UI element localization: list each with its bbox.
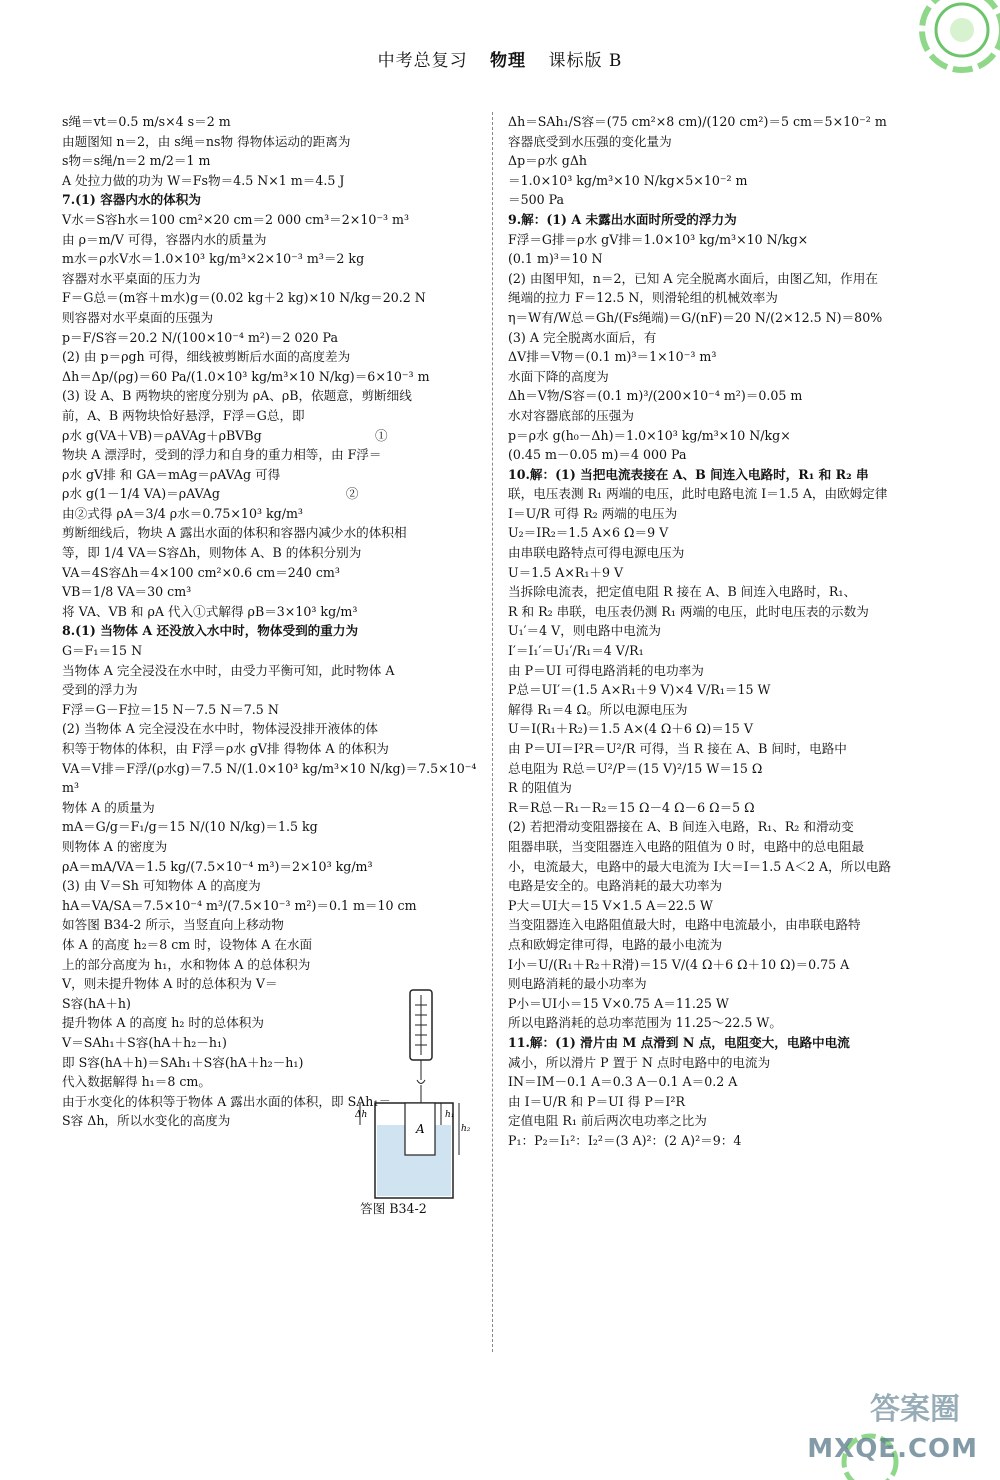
text-line: P小＝UI小＝15 V×0.75 A＝11.25 W	[508, 995, 729, 1011]
text-line: P总＝UI′＝(1.5 A×R₁＋9 V)×4 V/R₁＝15 W	[508, 682, 771, 698]
text-line: 由 I＝U/R 和 P＝UI 得 P＝I²R	[508, 1093, 685, 1109]
text-line: I＝U/R 可得 R₂ 两端的电压为	[508, 505, 678, 521]
text-line: 则容器对水平桌面的压强为	[62, 309, 214, 325]
figure-caption: 答图 B34-2	[360, 1201, 427, 1216]
series-title: 中考总复习	[377, 51, 468, 71]
text-line: 11.解：(1) 滑片由 M 点滑到 N 点，电阻变大，电路中电流	[508, 1034, 850, 1050]
text-line: Δh＝SAh₁/S容＝(75 cm²×8 cm)/(120 cm²)＝5 cm＝5×10⁻² m	[508, 114, 887, 129]
text-line: ＝500 Pa	[508, 192, 565, 208]
text-line: IN＝IM－0.1 A＝0.3 A－0.1 A＝0.2 A	[508, 1074, 738, 1090]
text-line: 容器对水平桌面的压力为	[62, 270, 201, 286]
text-line: 由 ρ＝m/V 可得，容器内水的质量为	[62, 231, 267, 247]
text-line: 解得 R₁＝4 Ω。所以电源电压为	[508, 701, 688, 717]
text-line: 如答图 B34-2 所示，当竖直向上移动物	[62, 917, 284, 933]
text-line: 容器底受到水压强的变化量为	[508, 133, 672, 149]
text-line: ρA＝mA/VA＝1.5 kg/(7.5×10⁻⁴ m³)＝2×10³ kg/m³	[62, 858, 373, 874]
text-line: 绳端的拉力 F＝12.5 N，则滑轮组的机械效率为	[508, 290, 778, 306]
text-line: 7.(1) 容器内水的体积为	[62, 192, 201, 208]
text-line: 定值电阻 R₁ 前后两次电功率之比为	[508, 1113, 707, 1129]
text-line: S容 Δh，所以水变化的高度为	[62, 1113, 231, 1129]
text-line: s绳＝vt＝0.5 m/s×4 s＝2 m	[62, 114, 231, 129]
text-line: 等，即 1/4 VA＝S容Δh，则物体 A、B 的体积分别为	[62, 545, 362, 561]
text-line: 则电路消耗的最小功率为	[508, 976, 647, 992]
text-line: F＝G总＝(m容＋m水)g＝(0.02 kg＋2 kg)×10 N/kg＝20.2 N	[62, 290, 426, 306]
text-line: m水＝ρ水V水＝1.0×10³ kg/m³×2×10⁻³ m³＝2 kg	[62, 251, 365, 267]
text-line: (3) A 完全脱离水面后，有	[508, 329, 657, 345]
text-line: (2) 由图甲知，n＝2，已知 A 完全脱离水面后，由图乙知，作用在	[508, 270, 878, 286]
text-line: F浮＝G排＝ρ水 gV排＝1.0×10³ kg/m³×10 N/kg×	[508, 231, 809, 247]
text-line: V＝SAh₁＋S容(hA＋h₂－h₁)	[62, 1034, 227, 1050]
text-line: 10.解：(1) 当把电流表接在 A、B 间连入电路时，R₁ 和 R₂ 串	[508, 466, 869, 482]
text-line: Δh＝Δp/(ρg)＝60 Pa/(1.0×10³ kg/m³×10 N/kg)＝6×10⁻³ m	[62, 368, 430, 384]
text-line: VA＝4S容Δh＝4×100 cm²×0.6 cm＝240 cm³	[62, 564, 340, 580]
text-line: 物块 A 漂浮时，受到的浮力和自身的重力相等，由 F浮＝	[62, 447, 382, 463]
text-line: (0.45 m－0.05 m)＝4 000 Pa	[508, 447, 687, 463]
text-line: U＝I(R₁＋R₂)＝1.5 A×(4 Ω＋6 Ω)＝15 V	[508, 721, 753, 737]
text-line: 水面下降的高度为	[508, 368, 609, 384]
text-line: (3) 设 A、B 两物块的密度分别为 ρA、ρB，依题意，剪断细线	[62, 388, 412, 404]
text-line: G＝F₁＝15 N	[62, 643, 143, 659]
text-line: s物＝s绳/n＝2 m/2＝1 m	[62, 153, 211, 169]
text-line: 8.(1) 当物体 A 还没放入水中时，物体受到的重力为	[62, 623, 359, 639]
text-line: 则物体 A 的密度为	[62, 838, 168, 854]
text-line: U＝1.5 A×R₁＋9 V	[508, 564, 624, 580]
text-line: 水对容器底部的压强为	[508, 407, 634, 423]
text-line: 总电阻为 R总＝U²/P＝(15 V)²/15 W＝15 Ω	[508, 760, 763, 776]
text-line: S容(hA＋h)	[62, 995, 131, 1011]
text-line: (3) 由 V＝Sh 可知物体 A 的高度为	[62, 878, 261, 894]
text-line: 9.解：(1) A 未露出水面时所受的浮力为	[508, 211, 737, 227]
column-divider	[492, 112, 493, 1352]
svg-text:h₁: h₁	[445, 1110, 455, 1120]
text-line: 当拆除电流表，把定值电阻 R 接在 A、B 间连入电路时，R₁、	[508, 584, 857, 600]
text-line: I小＝U/(R₁＋R₂＋R滑)＝15 V/(4 Ω＋6 Ω＋10 Ω)＝0.75 A	[508, 956, 850, 972]
svg-text:h₂: h₂	[461, 1124, 471, 1134]
text-line: 将 VA、VB 和 ρA 代入①式解得 ρB＝3×10³ kg/m³	[62, 603, 358, 619]
text-line: 由②式得 ρA＝3/4 ρ水＝0.75×10³ kg/m³	[62, 505, 303, 521]
text-line: 由 P＝UI 可得电路消耗的电功率为	[508, 662, 704, 678]
edition-label: 课标版 B	[548, 51, 623, 71]
left-column	[62, 112, 480, 1131]
text-line: 当变阻器连入电路阻值最大时，电路中电流最小，由串联电路特	[508, 917, 861, 933]
right-column	[508, 112, 928, 1150]
text-line: V水＝S容h水＝100 cm²×20 cm＝2 000 cm³＝2×10⁻³ m³	[62, 211, 410, 227]
text-line: mA＝G/g＝F₁/g＝15 N/(10 N/kg)＝1.5 kg	[62, 819, 318, 835]
text-line: U₂＝IR₂＝1.5 A×6 Ω＝9 V	[508, 525, 669, 541]
text-line: 体 A 的高度 h₂＝8 cm 时，设物体 A 在水面	[62, 936, 313, 952]
text-line: ΔV排＝V物＝(0.1 m)³＝1×10⁻³ m³	[508, 349, 717, 365]
text-line: 上的部分高度为 h₁，水和物体 A 的总体积为	[62, 956, 311, 972]
text-line: VA＝V排＝F浮/(ρ水g)＝7.5 N/(1.0×10³ kg/m³×10 N/kg)＝7.5×10⁻⁴ m³	[62, 760, 481, 796]
text-line: 物体 A 的质量为	[62, 799, 155, 815]
text-line: 提升物体 A 的高度 h₂ 时的总体积为	[62, 1015, 264, 1031]
text-line: R 的阻值为	[508, 780, 572, 796]
text-line: p＝ρ水 g(h₀－Δh)＝1.0×10³ kg/m³×10 N/kg×	[508, 427, 791, 443]
spring-scale-figure	[355, 985, 475, 1225]
subject-title: 物理	[490, 51, 527, 71]
text-line: 由题图知 n＝2，由 s绳＝ns物 得物体运动的距离为	[62, 133, 351, 149]
text-line: V，则未提升物体 A 时的总体积为 V＝	[62, 976, 278, 992]
text-line: 小，电流最大，电路中的最大电流为 I大＝I＝1.5 A＜2 A，所以电路	[508, 858, 892, 874]
text-line: VB＝1/8 VA＝30 cm³	[62, 584, 192, 600]
text-line: 由于水变化的体积等于物体 A 露出水面的体积，即 SAh₁＝	[62, 1093, 392, 1109]
page-header	[0, 46, 1000, 71]
text-line: 受到的浮力为	[62, 682, 138, 698]
text-line: 电路是安全的。电路消耗的最大功率为	[508, 878, 723, 894]
text-line: 由 P＝UI＝I²R＝U²/R 可得，当 R 接在 A、B 间时，电路中	[508, 741, 847, 756]
text-line: F浮＝G－F拉＝15 N－7.5 N＝7.5 N	[62, 701, 279, 717]
text-line: ρ水 g(VA＋VB)＝ρAVAg＋ρBVBg ①	[62, 427, 388, 443]
text-line: P大＝UI大＝15 V×1.5 A＝22.5 W	[508, 897, 713, 913]
text-line: A 处拉力做的功为 W＝Fs物＝4.5 N×1 m＝4.5 J	[62, 172, 345, 188]
text-line: 由串联电路特点可得电源电压为	[508, 545, 685, 561]
text-line: hA＝VA/SA＝7.5×10⁻⁴ m³/(7.5×10⁻³ m²)＝0.1 m＝10 cm	[62, 897, 417, 913]
text-line: (2) 由 p＝ρgh 可得，细线被剪断后水面的高度差为	[62, 349, 351, 365]
text-line: U₁′＝4 V，则电路中电流为	[508, 623, 661, 639]
text-line: ＝1.0×10³ kg/m³×10 N/kg×5×10⁻² m	[508, 172, 748, 188]
text-line: 阻器串联，当变阻器连入电路的阻值为 0 时，电路中的总电阻最	[508, 838, 865, 854]
watermark-logo: 答案圈	[870, 1392, 960, 1427]
text-line: Δh＝V物/S容＝(0.1 m)³/(200×10⁻⁴ m²)＝0.05 m	[508, 388, 803, 404]
text-line: p＝F/S容＝20.2 N/(100×10⁻⁴ m²)＝2 020 Pa	[62, 329, 338, 345]
text-line: I′＝I₁′＝U₁′/R₁＝4 V/R₁	[508, 643, 644, 659]
text-line: (2) 若把滑动变阻器接在 A、B 间连入电路，R₁、R₂ 和滑动变	[508, 819, 854, 835]
text-line: (2) 当物体 A 完全浸没在水中时，物体浸没排开液体的体	[62, 721, 379, 737]
watermark-url: MXQE.COM	[807, 1434, 978, 1464]
text-line: 点和欧姆定律可得，电路的最小电流为	[508, 936, 723, 952]
text-line: R 和 R₂ 串联，电压表仍测 R₁ 两端的电压，此时电压表的示数为	[508, 603, 869, 619]
text-line: R＝R总－R₁－R₂＝15 Ω－4 Ω－6 Ω＝5 Ω	[508, 799, 755, 815]
text-line: ρ水 gV排 和 GA＝mAg＝ρAVAg 可得	[62, 466, 281, 482]
text-line: 代入数据解得 h₁＝8 cm。	[62, 1074, 211, 1090]
text-line: 所以电路消耗的总功率范围为 11.25～22.5 W。	[508, 1015, 782, 1031]
text-line: 前，A、B 两物块恰好悬浮，F浮＝G总，即	[62, 407, 305, 423]
text-line: 剪断细线后，物块 A 露出水面的体积和容器内减少水的体积相	[62, 525, 407, 541]
text-line: 联，电压表测 R₁ 两端的电压，此时电路电流 I＝1.5 A，由欧姆定律	[508, 486, 888, 502]
text-line: Δp＝ρ水 gΔh	[508, 153, 588, 169]
text-line: 减小，所以滑片 P 置于 N 点时电路中的电流为	[508, 1054, 771, 1070]
text-line: 即 S容(hA＋h)＝SAh₁＋S容(hA＋h₂－h₁)	[62, 1054, 304, 1070]
text-line: 积等于物体的体积，由 F浮＝ρ水 gV排 得物体 A 的体积为	[62, 741, 389, 756]
svg-text:Δh: Δh	[355, 1110, 368, 1120]
svg-text:A: A	[416, 1122, 425, 1136]
text-line: η＝W有/W总＝Gh/(Fs绳端)＝G/(nF)＝20 N/(2×12.5 N)＝80%	[508, 309, 883, 325]
text-line: 当物体 A 完全浸没在水中时，由受力平衡可知，此时物体 A	[62, 662, 395, 678]
text-line: P₁：P₂＝I₁²：I₂²＝(3 A)²：(2 A)²＝9：4	[508, 1132, 742, 1148]
text-line: ρ水 g(1－1/4 VA)＝ρAVAg ②	[62, 486, 359, 502]
text-line: (0.1 m)³＝10 N	[508, 251, 603, 267]
